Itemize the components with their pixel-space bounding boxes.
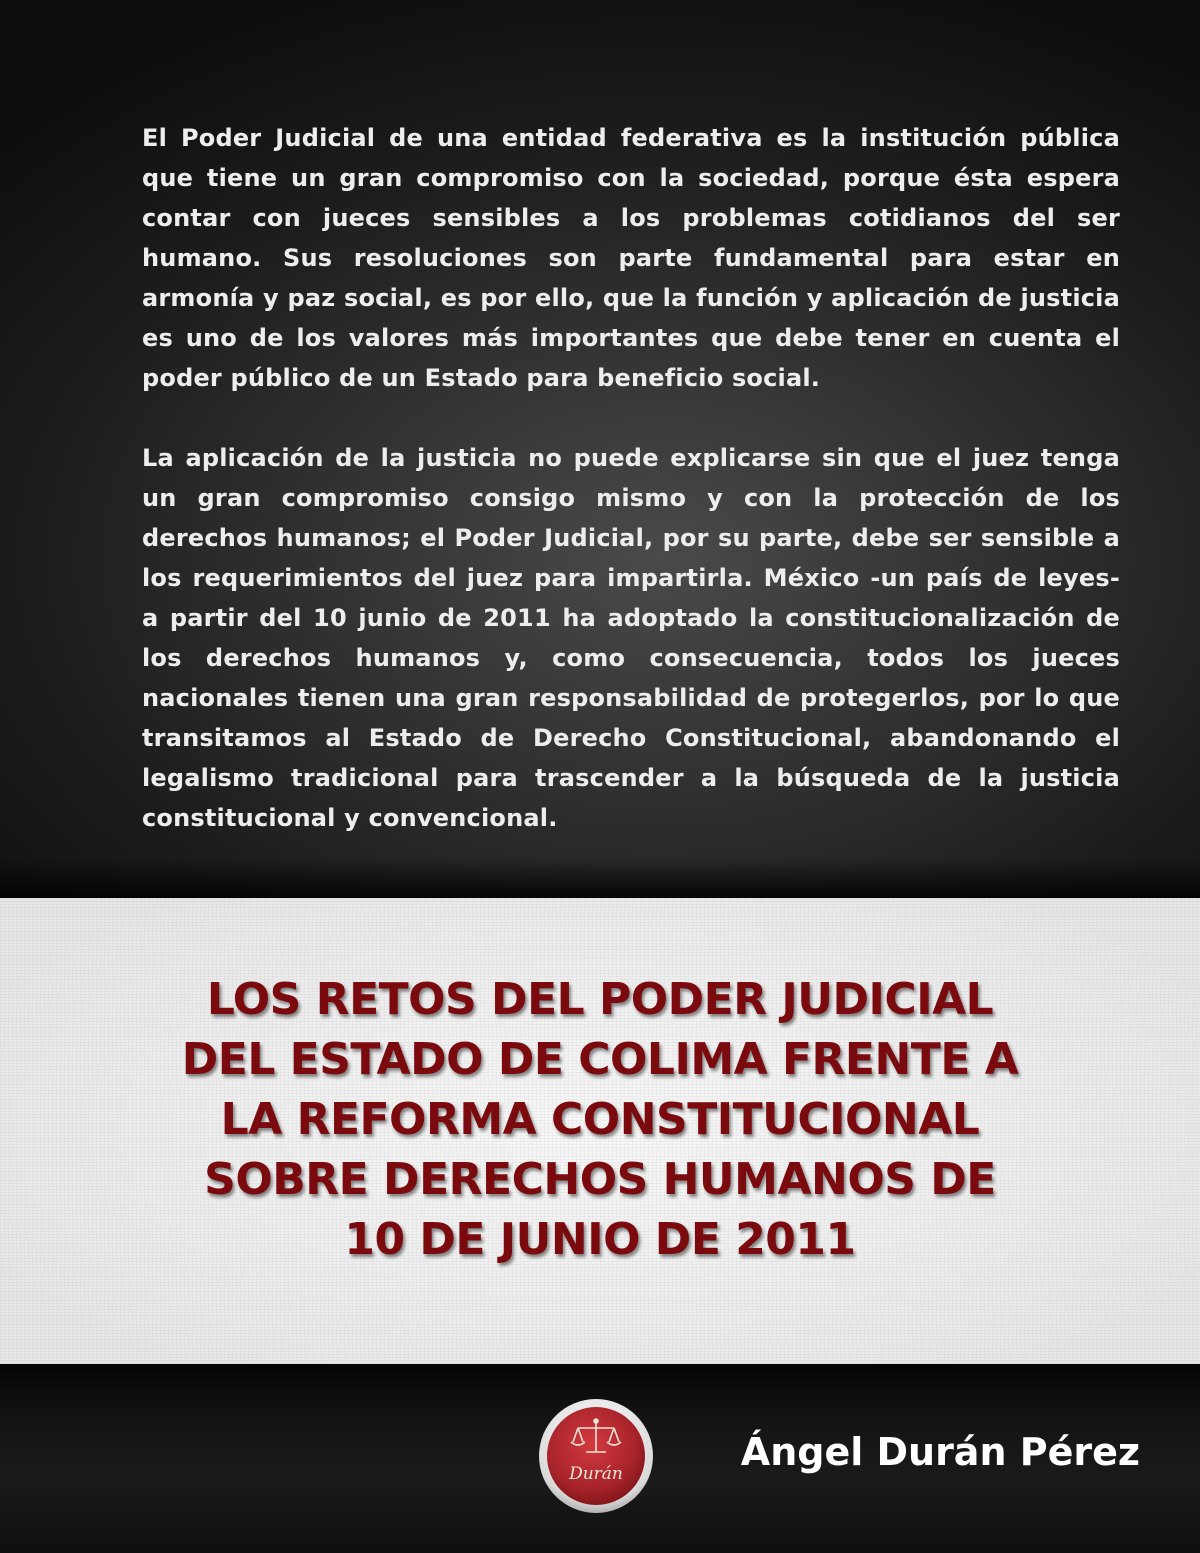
footer-band [0,1364,1200,1553]
synopsis-text [142,118,1120,838]
title-band [0,898,1200,1364]
book-title [100,970,1100,1270]
book-title-line-2: DEL ESTADO DE COLIMA FRENTE A [181,1034,1019,1085]
book-title-line-3: LA REFORMA CONSTITUCIONAL [220,1094,980,1145]
synopsis-paragraph-1: El Poder Judicial de una entidad federativa es la institución pública que tiene un gran compromiso con la sociedad, porque ésta espera contar con jueces sensibles a los problemas cotidianos del ser humano. Sus resoluciones son parte fundamental para estar en armonía y paz social, es por ello, que la función y aplicación de justicia es uno de los valores más importantes que debe tener en cuenta el poder público de un Estado para beneficio social. [142,124,1120,392]
synopsis-paragraph-2: La aplicación de la justicia no puede explicarse sin que el juez tenga un gran compromiso consigo mismo y con la protección de los derechos humanos; el Poder Judicial, por su parte, debe ser sensible a los requerimientos del juez para impartirla. México -un país de leyes- a partir del 10 junio de 2011 ha adoptado la constitucionalización de los derechos humanos y, como consecuencia, todos los jueces nacionales tienen una gran responsabilidad de protegerlos, por lo que transitamos al Estado de Derecho Constitucional, abandonando el legalismo tradicional para trascender a la búsqueda de la justicia constitucional y convencional. [142,444,1120,832]
logo-text: Durán [569,1464,623,1484]
book-title-line-4: SOBRE DERECHOS HUMANOS DE [204,1154,996,1205]
author-name: Ángel Durán Pérez [740,1430,1140,1474]
book-title-line-1: LOS RETOS DEL PODER JUDICIAL [206,974,994,1025]
publisher-logo [538,1398,654,1514]
book-title-line-5: 10 DE JUNIO DE 2011 [344,1214,856,1265]
